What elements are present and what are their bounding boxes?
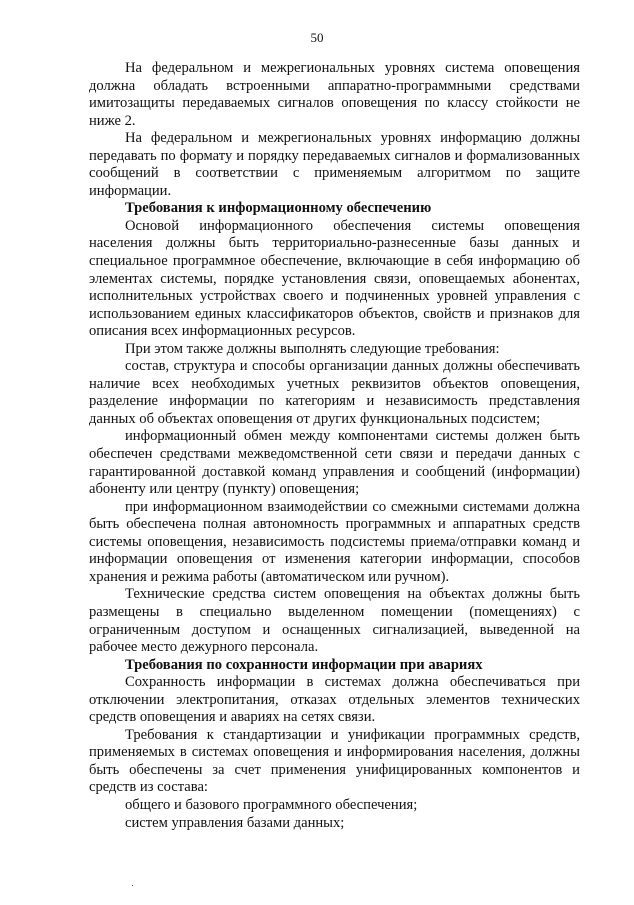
paragraph-information-support-basis: Основой информационного обеспечения системы оповещения населения должны быть территориально-разнесенные базы данных и специальное программное обеспечение, включающие в себя информацию об элементах системы, порядке установления связи, оповещаемых абонентах, исполнительных устройствах своего и подчиненных уровней управления с использованием единых классификаторов объектов, свойств и признаков для описания всех информационных ресурсов. — [89, 217, 580, 340]
list-item-adjacent-systems: при информационном взаимодействии со смежными системами должна быть обеспечена полная автономность программных и аппаратных средств системы оповещения, независимость подсистемы приема/отправки команд и информации оповещения от изменения категории информации, способов хранения и режима работы (автоматическом или ручном). — [89, 498, 580, 585]
paragraph-information-preservation: Сохранность информации в системах должна обеспечиваться при отключении электропитания, отказах отдельных элементов технических средств оповещения и авариях на сетях связи. — [89, 674, 580, 726]
document-body — [89, 60, 580, 832]
list-item-general-software: общего и базового программного обеспечения; — [125, 796, 418, 813]
paragraph-standardization-requirements: Требования к стандартизации и унификации программных средств, применяемых в системах оповещения и информирования населения, должны быть обеспечены за счет применения унифицированных компонентов и средств из состава: — [89, 726, 580, 796]
paragraph-requirements-intro: При этом также должны выполнять следующие требования: — [125, 340, 500, 357]
section-heading-information-support: Требования к информационному обеспечению — [125, 200, 432, 217]
list-item-data-organization: состав, структура и способы организации данных должны обеспечивать наличие всех необходимых учетных реквизитов объектов оповещения, разделение информации по категориям и независимость представления данных об объектах оповещения от других функциональных подсистем; — [89, 358, 580, 427]
section-heading-information-preservation: Требования по сохранности информации при авариях — [125, 656, 483, 673]
list-item-database-management: систем управления базами данных; — [125, 814, 345, 831]
page-number: 50 — [310, 30, 324, 45]
scan-speck — [132, 885, 133, 886]
list-item-information-exchange: информационный обмен между компонентами системы должен быть обеспечен средствами межведомственной сети связи и передачи данных с гарантированной доставкой команд управления и сообщений (информации) абоненту или центру (пункту) оповещения; — [89, 428, 580, 498]
paragraph-information-transfer-format: На федеральном и межрегиональных уровнях информацию должны передавать по формату и порядку передаваемых сигналов и формализованных сообщений в соответствии с применяемым алгоритмом по защите информации. — [89, 130, 580, 199]
paragraph-technical-means-placement: Технические средства систем оповещения на объектах должны быть размещены в специально выделенном помещении (помещениях) с ограниченным доступом и оснащенных сигнализацией, выведенной на рабочее место дежурного персонала. — [89, 586, 580, 656]
paragraph-alert-system-imitation-protection: На федеральном и межрегиональных уровнях система оповещения должна обладать встроенными аппаратно-программными средствами имитозащиты передаваемых сигналов оповещения по классу стойкости не ниже 2. — [89, 60, 580, 129]
